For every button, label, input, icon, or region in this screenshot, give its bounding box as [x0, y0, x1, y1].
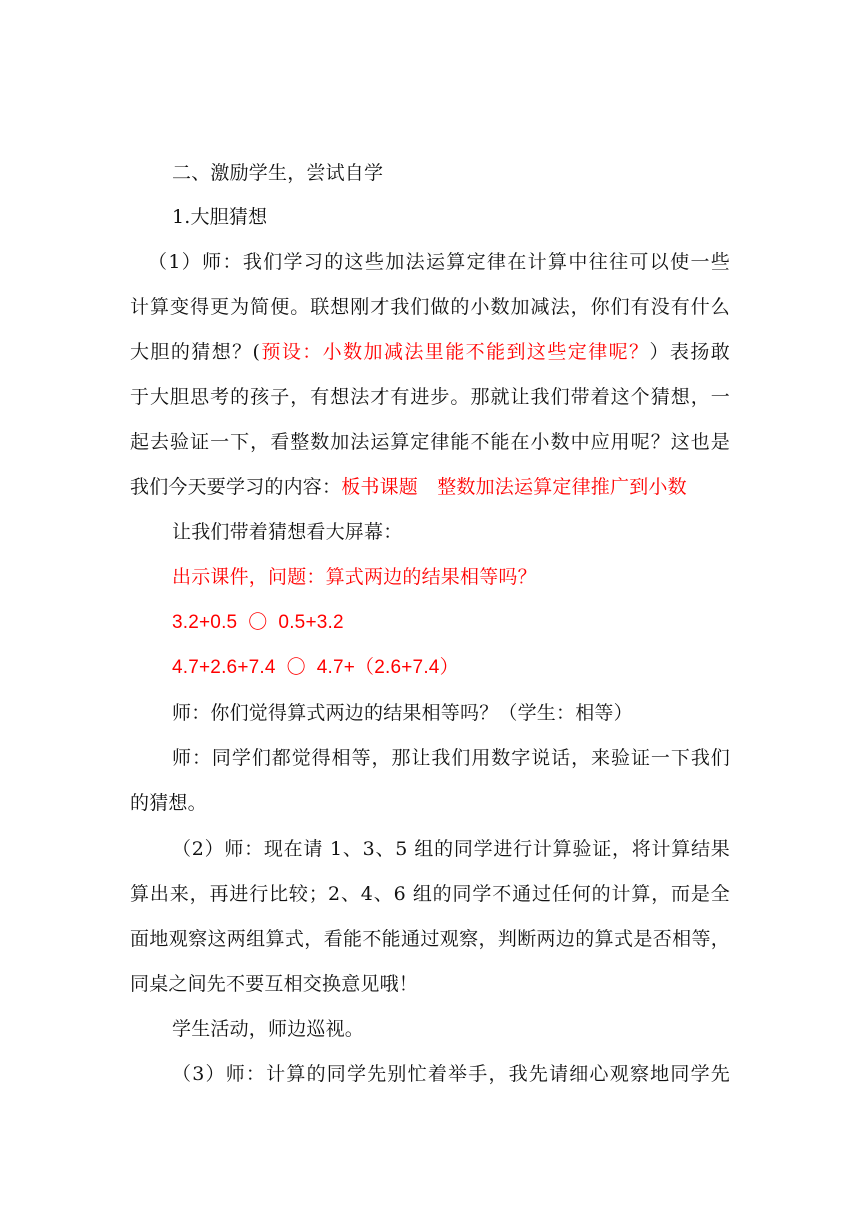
teacher-question-line: 师：你们觉得算式两边的结果相等吗？（学生：相等） — [172, 702, 633, 724]
equation-1: 3.2+0.5 〇 0.5+3.2 — [172, 612, 344, 633]
paragraph-1-line-1: （1）师：我们学习的这些加法运算定律在计算中往往可以使一些 — [148, 251, 730, 273]
paragraph-2-line-2: 算出来，再进行比较；2、4、6 组的同学不通过任何的计算，而是全 — [130, 883, 730, 905]
paragraph-1-line-6 — [130, 474, 730, 500]
paragraph-2-line-1: （2）师：现在请 1、3、5 组的同学进行计算验证，将计算结果 — [172, 838, 730, 860]
section-heading: 二、激励学生，尝试自学 — [172, 162, 384, 184]
teacher-verify-line-1: 师：同学们都觉得相等，那让我们用数字说话，来验证一下我们 — [172, 747, 730, 769]
paragraph-1-line-4: 于大胆思考的孩子，有想法才有进步。那就让我们带着这个猜想，一 — [130, 386, 730, 408]
paragraph-1-line-3-text-c: ）表扬敢 — [649, 341, 730, 363]
courseware-question-line: 出示课件，问题：算式两边的结果相等吗？ — [172, 566, 537, 588]
paragraph-2-line-4: 同桌之间先不要互相交换意见哦！ — [130, 973, 419, 995]
paragraph-2-line-3: 面地观察这两组算式，看能不能通过观察，判断两边的算式是否相等， — [130, 928, 730, 950]
paragraph-1-line-6-text-a: 我们今天要学习的内容： — [130, 476, 342, 498]
paragraph-1-line-3 — [130, 339, 730, 365]
student-activity-line: 学生活动，师边巡视。 — [172, 1018, 365, 1040]
paragraph-1-line-2: 计算变得更为简便。联想刚才我们做的小数加减法，你们有没有什么 — [130, 296, 730, 318]
paragraph-1-line-5: 起去验证一下，看整数加法运算定律能不能在小数中应用呢？这也是 — [130, 431, 730, 453]
equation-2: 4.7+2.6+7.4 〇 4.7+（2.6+7.4） — [172, 657, 459, 678]
teacher-verify-line-2: 的猜想。 — [130, 792, 207, 814]
paragraph-1-line-3-text-a: 大胆的猜想？( — [130, 341, 261, 363]
screen-intro-line: 让我们带着猜想看大屏幕： — [172, 521, 403, 543]
subsection-heading: 1.大胆猜想 — [172, 206, 268, 228]
paragraph-3-line-1: （3）师：计算的同学先别忙着举手，我先请细心观察地同学先 — [172, 1063, 730, 1085]
preset-answer-text: 预设：小数加减法里能不能到这些定律呢？ — [260, 341, 650, 363]
blackboard-title-text: 板书课题 整数加法运算定律推广到小数 — [341, 476, 687, 498]
